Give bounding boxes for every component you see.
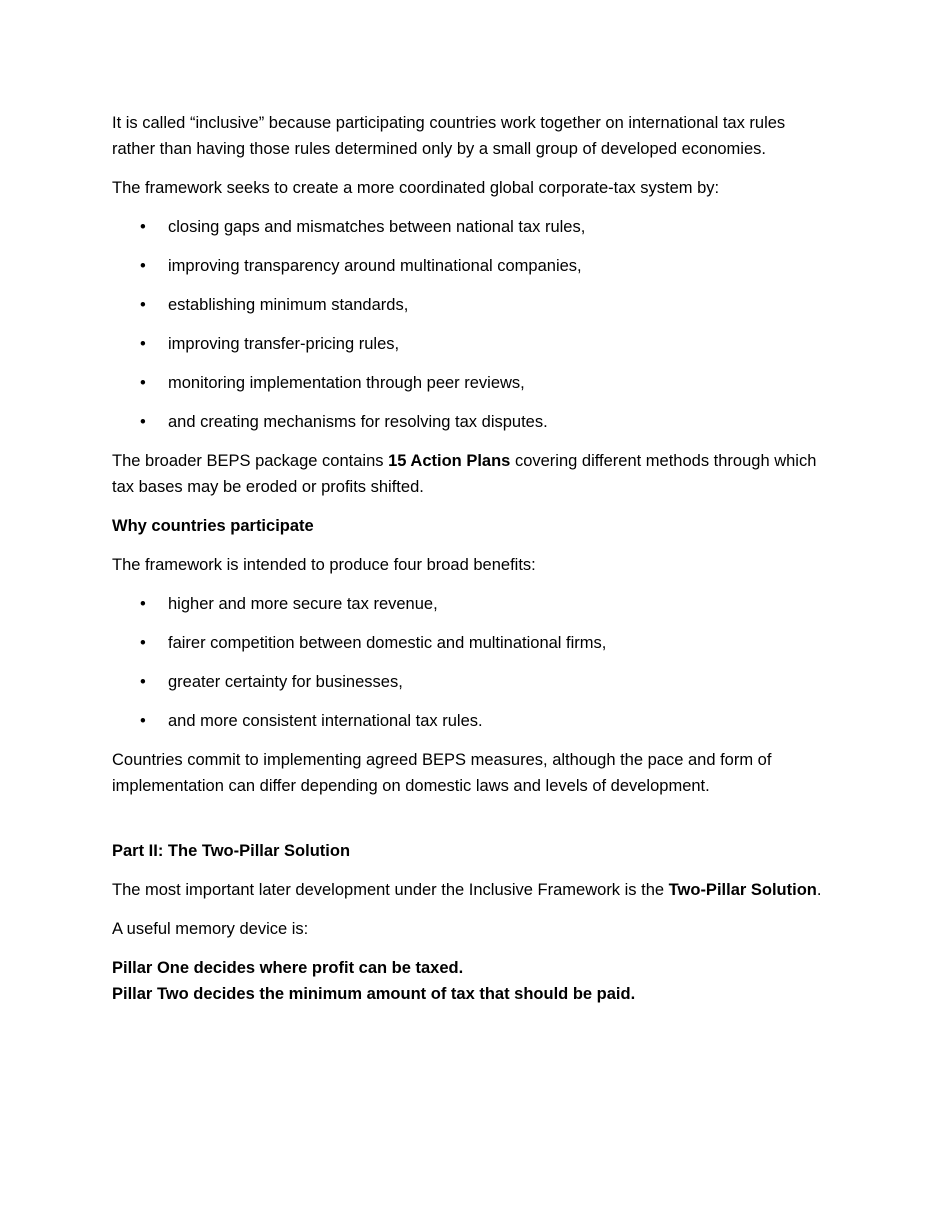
bullet-icon: •: [140, 296, 146, 314]
list-item: [112, 591, 832, 617]
framework-goals-list: [112, 214, 832, 435]
list-item: [112, 630, 832, 656]
heading-part-two: [112, 838, 832, 864]
list-item-text: greater certainty for businesses,: [168, 673, 403, 691]
benefits-list: [112, 591, 832, 734]
two-pillar-solution-bold: Two-Pillar Solution: [668, 881, 817, 899]
bullet-icon: •: [140, 335, 146, 353]
list-item-text: and creating mechanisms for resolving tax disputes.: [168, 413, 548, 431]
document-page: [112, 110, 832, 1020]
paragraph-benefits-intro: The framework is intended to produce four broad benefits:: [112, 556, 536, 574]
list-item-text: monitoring implementation through peer reviews,: [168, 374, 525, 392]
list-item-text: establishing minimum standards,: [168, 296, 409, 314]
list-item-text: closing gaps and mismatches between national tax rules,: [168, 218, 586, 236]
pillar-one-text: Pillar One decides where profit can be taxed.: [112, 959, 464, 977]
list-item: [112, 292, 832, 318]
bullet-icon: •: [140, 712, 146, 730]
two-pillar-text-after: .: [816, 881, 822, 899]
bullet-icon: •: [140, 218, 146, 236]
bullet-icon: •: [140, 634, 146, 652]
pillar-one-statement: [112, 955, 832, 981]
list-item: [112, 331, 832, 357]
heading-why-countries-participate: [112, 513, 832, 539]
paragraph-beps-package: [112, 448, 832, 500]
paragraph-inclusive-definition: It is called “inclusive” because participating countries work together on international tax rules rather than having those rules determined only by a small group of developed economies.: [112, 114, 786, 158]
list-item: [112, 708, 832, 734]
list-item: [112, 253, 832, 279]
beps-action-plans-bold: 15 Action Plans: [388, 452, 511, 470]
bullet-icon: •: [140, 595, 146, 613]
list-item-text: improving transparency around multinational companies,: [168, 257, 582, 275]
list-item-text: improving transfer-pricing rules,: [168, 335, 400, 353]
list-item: [112, 409, 832, 435]
heading-why-text: Why countries participate: [112, 517, 314, 535]
bullet-icon: •: [140, 673, 146, 691]
heading-part-two-text: Part II: The Two-Pillar Solution: [112, 842, 351, 860]
list-item: [112, 669, 832, 695]
beps-text-before: The broader BEPS package contains: [112, 452, 389, 470]
beps-text-after: covering different methods through which tax bases may be eroded or profits shifted.: [112, 452, 817, 496]
pillar-two-statement: [112, 981, 832, 1007]
bullet-icon: •: [140, 374, 146, 392]
list-item-text: higher and more secure tax revenue,: [168, 595, 438, 613]
list-item: [112, 214, 832, 240]
bullet-icon: •: [140, 257, 146, 275]
paragraph-countries-commit: Countries commit to implementing agreed BEPS measures, although the pace and form of implementation can differ depending on domestic laws and levels of development.: [112, 751, 772, 795]
paragraph-memory-device: A useful memory device is:: [112, 920, 309, 938]
pillar-two-text: Pillar Two decides the minimum amount of tax that should be paid.: [112, 985, 636, 1003]
list-item: [112, 370, 832, 396]
paragraph-two-pillar-intro: [112, 877, 832, 903]
list-item-text: fairer competition between domestic and multinational firms,: [168, 634, 607, 652]
bullet-icon: •: [140, 413, 146, 431]
paragraph-framework-intro: The framework seeks to create a more coordinated global corporate-tax system by:: [112, 179, 720, 197]
list-item-text: and more consistent international tax rules.: [168, 712, 483, 730]
two-pillar-text-before: The most important later development under the Inclusive Framework is the: [112, 881, 669, 899]
